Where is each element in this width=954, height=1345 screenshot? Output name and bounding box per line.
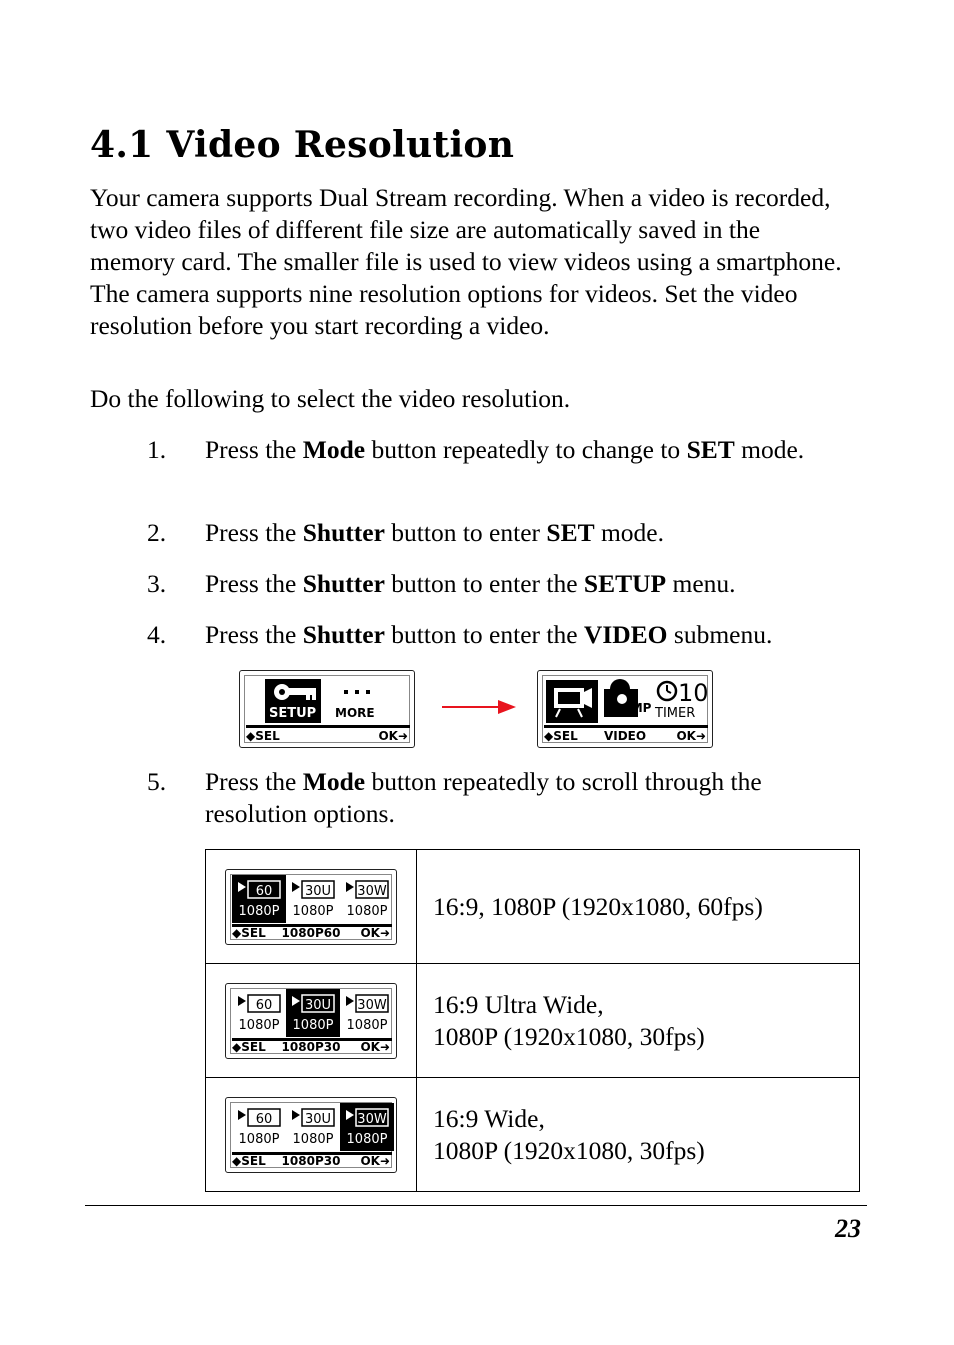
resolution-label: 1080P [238,1017,280,1033]
lcd-nav-bar: ◆SEL 1080P30 OK➜ [232,1039,390,1054]
resolution-description: 16:9 Wide, 1080P (1920x1080, 30fps) [417,1078,860,1192]
setup-icon-label: SETUP [269,706,317,721]
step-text: Press the Mode button repeatedly to scroll through the resolution options. [205,767,762,828]
more-icon-label: MORE [335,706,375,720]
frame-rate-tag: 30W [357,997,387,1013]
step-number: 4. [147,620,167,649]
frame-rate-tag: 30W [357,1111,387,1127]
frame-rate-tag: 30U [304,1111,332,1127]
screen-cell [206,850,417,964]
resolution-table [205,849,860,1192]
timer-value: 10 [678,679,709,707]
self-timer-icon [658,682,676,700]
video-camera-icon [346,882,354,892]
lcd-nav-bar: ◆SEL OK➜ [246,729,408,743]
lead-paragraph: Do the following to select the video resolution. [90,384,571,413]
lcd-nav-bar: ◆SEL 1080P60 OK➜ [232,925,390,940]
resolution-label: 1080P [238,903,280,919]
right-arrow-icon [440,697,518,717]
more-dots-icon [344,690,370,694]
lcd-nav-bar: ◆SEL 1080P30 OK➜ [232,1153,390,1168]
step-number: 1. [147,435,167,464]
frame-rate-tag: 30U [304,997,332,1013]
video-camera-icon [346,996,354,1006]
video-camera-icon [238,1110,246,1120]
resolution-label: 1080P [346,903,388,919]
footer-rule [85,1205,867,1206]
page-title: 4.1 Video Resolution [90,124,515,166]
frame-rate-tag: 30W [357,883,387,899]
resolution-label: 1080P [292,1131,334,1147]
table-row [206,964,860,1078]
lcd-resolution-screen [225,869,397,945]
step-number: 2. [147,518,167,547]
lcd-video-screen [537,670,713,748]
frame-rate-tag: 30U [304,883,332,899]
frame-rate-tag: 60 [255,997,273,1013]
step-text: Press the Shutter button to enter the VIDEO submenu. [205,620,773,649]
step-text: Press the Shutter button to enter the SETUP menu. [205,569,736,598]
resolution-icon-label: 16MP [614,701,652,715]
step-number: 5. [147,767,167,796]
resolution-label: 1080P [238,1131,280,1147]
lcd-resolution-screen [225,1097,397,1173]
step-number: 3. [147,569,167,598]
video-camera-icon [238,996,246,1006]
frame-rate-tag: 60 [255,883,273,899]
resolution-label: 1080P [346,1131,388,1147]
video-camera-icon [292,882,300,892]
resolution-label: 1080P [346,1017,388,1033]
table-row [206,850,860,964]
lcd-nav-bar: ◆SEL VIDEO OK➜ [544,729,706,743]
screen-cell [206,1078,417,1192]
frame-rate-tag: 60 [255,1111,273,1127]
resolution-description: 16:9 Ultra Wide, 1080P (1920x1080, 30fps) [417,964,860,1078]
resolution-label: 1080P [292,903,334,919]
intro-paragraph: Your camera supports Dual Stream recording. When a video is recorded, two video files of different file size are automatically saved in the memory card. The smaller file is used to view videos using a smartphone. The camera supports nine resolution options for videos. Set the video resolution before you start recording a video. [90,183,842,340]
table-row [206,1078,860,1192]
step-text: Press the Mode button repeatedly to change to SET mode. [205,435,805,464]
lcd-resolution-screen [225,983,397,1059]
step-text: Press the Shutter button to enter SET mode. [205,518,664,547]
video-camera-icon [292,1110,300,1120]
lcd-setup-screen [239,670,415,748]
page-number: 23 [835,1214,861,1243]
screen-cell [206,964,417,1078]
resolution-label: 1080P [292,1017,334,1033]
timer-icon-label: TIMER [655,706,696,721]
resolution-description: 16:9, 1080P (1920x1080, 60fps) [417,850,860,964]
